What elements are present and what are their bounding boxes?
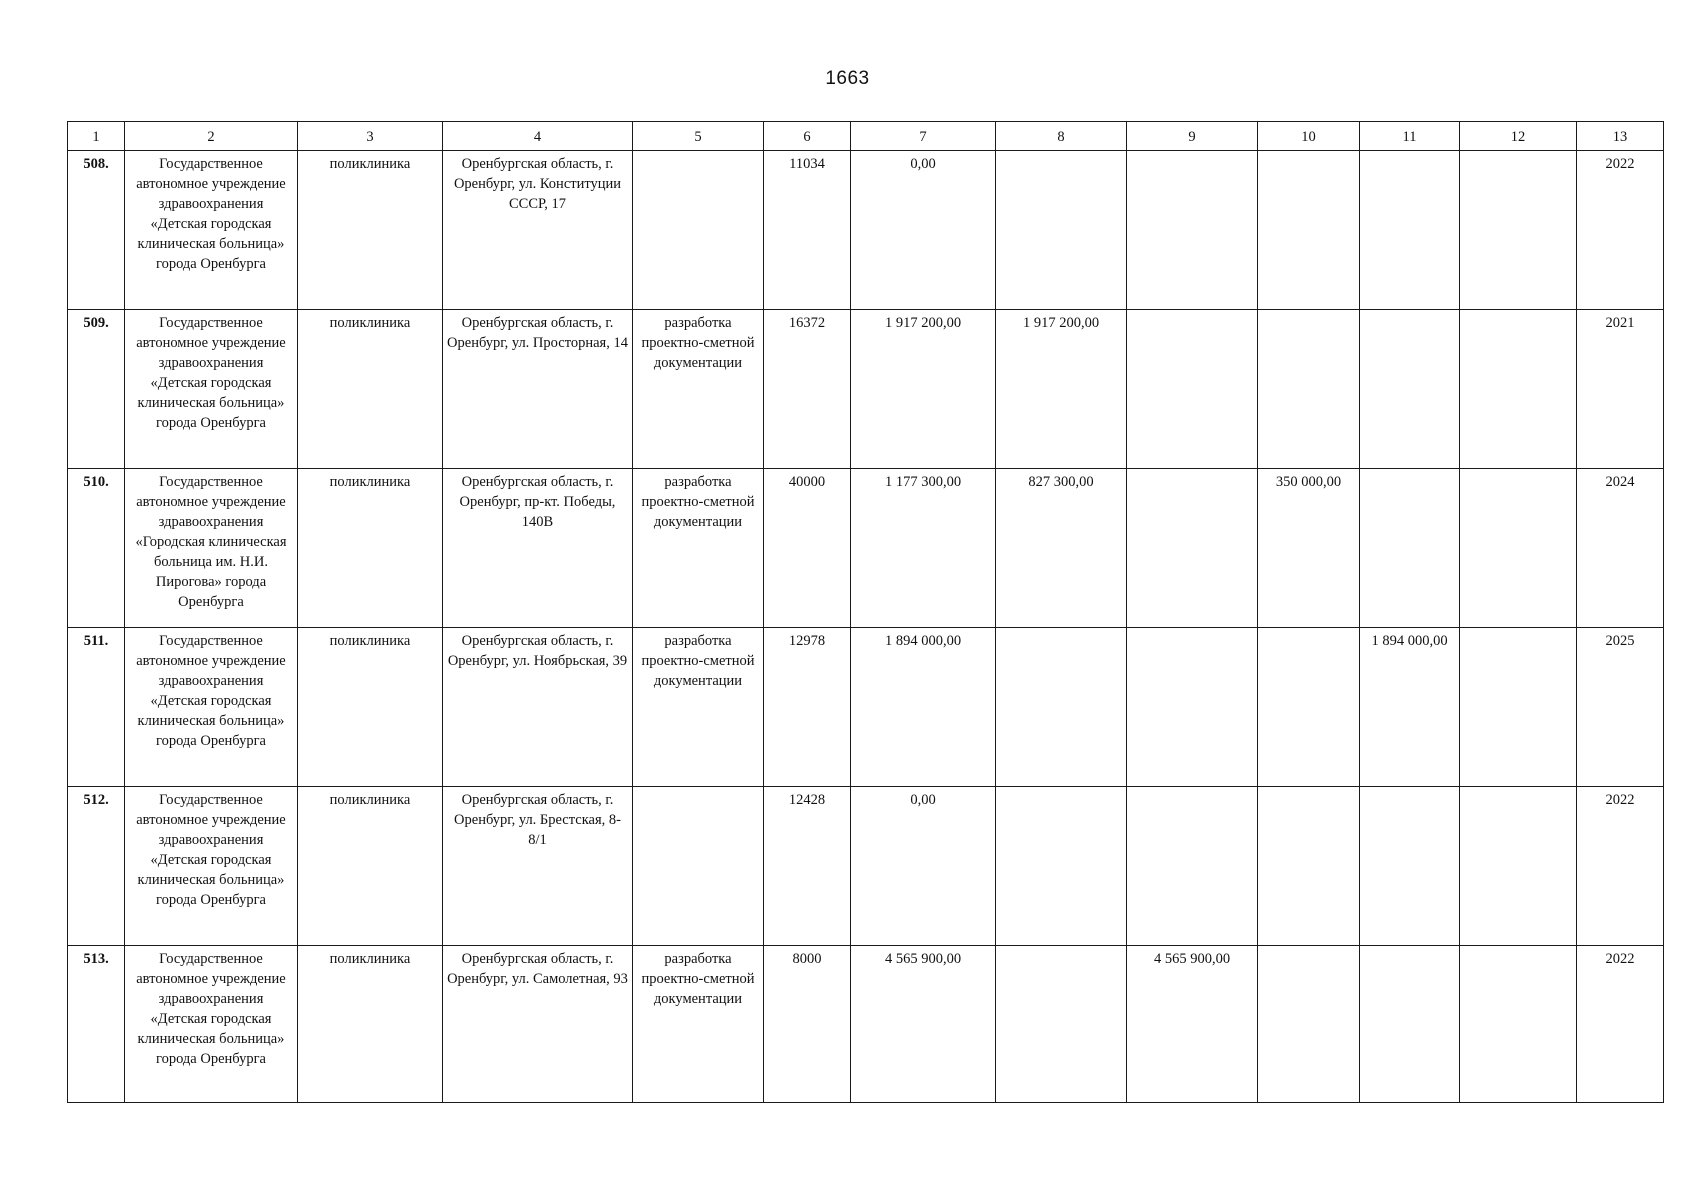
address: Оренбургская область, г. Оренбург, ул. Конституции СССР, 17: [443, 151, 633, 310]
facility-type: поликлиника: [298, 469, 443, 628]
table-row: [68, 946, 1664, 1103]
cell-col9: [1127, 310, 1258, 469]
table-row: [68, 151, 1664, 310]
header-cell: 5: [633, 122, 764, 151]
cell-col11: [1360, 787, 1460, 946]
table-row: [68, 469, 1664, 628]
cell-col7: 4 565 900,00: [851, 946, 996, 1103]
cell-col11: [1360, 151, 1460, 310]
row-number: 510.: [68, 469, 125, 628]
cell-col6: 16372: [764, 310, 851, 469]
work-type: разработка проектно-сметной документации: [633, 628, 764, 787]
facility-type: поликлиника: [298, 946, 443, 1103]
cell-col7: 0,00: [851, 151, 996, 310]
table-header: [68, 122, 1664, 151]
cell-col13-year: 2022: [1577, 787, 1664, 946]
cell-col11: [1360, 310, 1460, 469]
work-type: [633, 151, 764, 310]
work-type: разработка проектно-сметной документации: [633, 946, 764, 1103]
address: Оренбургская область, г. Оренбург, ул. Брестская, 8-8/1: [443, 787, 633, 946]
cell-col12: [1460, 787, 1577, 946]
address: Оренбургская область, г. Оренбург, ул. Самолетная, 93: [443, 946, 633, 1103]
institution-name: Государственное автономное учреждение здравоохранения «Детская городская клиническая больница» города Оренбурга: [125, 151, 298, 310]
table-row: [68, 787, 1664, 946]
cell-col6: 8000: [764, 946, 851, 1103]
cell-col12: [1460, 151, 1577, 310]
table-body: [68, 151, 1664, 1103]
work-type: разработка проектно-сметной документации: [633, 469, 764, 628]
cell-col12: [1460, 469, 1577, 628]
row-number: 512.: [68, 787, 125, 946]
cell-col10: [1258, 310, 1360, 469]
header-cell: 11: [1360, 122, 1460, 151]
cell-col10: [1258, 628, 1360, 787]
facility-type: поликлиника: [298, 151, 443, 310]
cell-col8: [996, 946, 1127, 1103]
row-number: 511.: [68, 628, 125, 787]
cell-col13-year: 2022: [1577, 151, 1664, 310]
cell-col10: [1258, 946, 1360, 1103]
institution-name: Государственное автономное учреждение здравоохранения «Детская городская клиническая больница» города Оренбурга: [125, 628, 298, 787]
address: Оренбургская область, г. Оренбург, пр-кт. Победы, 140В: [443, 469, 633, 628]
cell-col10: [1258, 151, 1360, 310]
cell-col8: [996, 787, 1127, 946]
cell-col11: [1360, 469, 1460, 628]
cell-col12: [1460, 310, 1577, 469]
cell-col11: 1 894 000,00: [1360, 628, 1460, 787]
header-cell: 3: [298, 122, 443, 151]
cell-col9: [1127, 628, 1258, 787]
cell-col9: 4 565 900,00: [1127, 946, 1258, 1103]
data-table: [67, 121, 1664, 1103]
cell-col10: [1258, 787, 1360, 946]
cell-col6: 11034: [764, 151, 851, 310]
cell-col12: [1460, 946, 1577, 1103]
header-cell: 10: [1258, 122, 1360, 151]
facility-type: поликлиника: [298, 787, 443, 946]
header-cell: 2: [125, 122, 298, 151]
cell-col13-year: 2024: [1577, 469, 1664, 628]
work-type: разработка проектно-сметной документации: [633, 310, 764, 469]
facility-type: поликлиника: [298, 628, 443, 787]
work-type: [633, 787, 764, 946]
cell-col13-year: 2025: [1577, 628, 1664, 787]
address: Оренбургская область, г. Оренбург, ул. Просторная, 14: [443, 310, 633, 469]
cell-col7: 1 894 000,00: [851, 628, 996, 787]
cell-col10: 350 000,00: [1258, 469, 1360, 628]
cell-col7: 1 917 200,00: [851, 310, 996, 469]
header-cell: 9: [1127, 122, 1258, 151]
cell-col6: 40000: [764, 469, 851, 628]
cell-col11: [1360, 946, 1460, 1103]
cell-col6: 12978: [764, 628, 851, 787]
row-number: 508.: [68, 151, 125, 310]
page-number: 1663: [825, 68, 870, 89]
institution-name: Государственное автономное учреждение здравоохранения «Городская клиническая больница им. Н.И. Пирогова» города Оренбурга: [125, 469, 298, 628]
cell-col7: 1 177 300,00: [851, 469, 996, 628]
cell-col7: 0,00: [851, 787, 996, 946]
header-cell: 12: [1460, 122, 1577, 151]
cell-col8: 827 300,00: [996, 469, 1127, 628]
cell-col8: 1 917 200,00: [996, 310, 1127, 469]
header-cell: 13: [1577, 122, 1664, 151]
cell-col8: [996, 151, 1127, 310]
header-cell: 6: [764, 122, 851, 151]
institution-name: Государственное автономное учреждение здравоохранения «Детская городская клиническая больница» города Оренбурга: [125, 946, 298, 1103]
header-cell: 4: [443, 122, 633, 151]
header-cell: 1: [68, 122, 125, 151]
row-number: 509.: [68, 310, 125, 469]
row-number: 513.: [68, 946, 125, 1103]
cell-col9: [1127, 787, 1258, 946]
table-row: [68, 310, 1664, 469]
address: Оренбургская область, г. Оренбург, ул. Ноябрьская, 39: [443, 628, 633, 787]
cell-col13-year: 2021: [1577, 310, 1664, 469]
facility-type: поликлиника: [298, 310, 443, 469]
table-row: [68, 628, 1664, 787]
header-cell: 7: [851, 122, 996, 151]
institution-name: Государственное автономное учреждение здравоохранения «Детская городская клиническая больница» города Оренбурга: [125, 310, 298, 469]
cell-col13-year: 2022: [1577, 946, 1664, 1103]
institution-name: Государственное автономное учреждение здравоохранения «Детская городская клиническая больница» города Оренбурга: [125, 787, 298, 946]
header-cell: 8: [996, 122, 1127, 151]
header-row: [68, 122, 1664, 151]
cell-col9: [1127, 469, 1258, 628]
cell-col8: [996, 628, 1127, 787]
cell-col12: [1460, 628, 1577, 787]
cell-col9: [1127, 151, 1258, 310]
cell-col6: 12428: [764, 787, 851, 946]
